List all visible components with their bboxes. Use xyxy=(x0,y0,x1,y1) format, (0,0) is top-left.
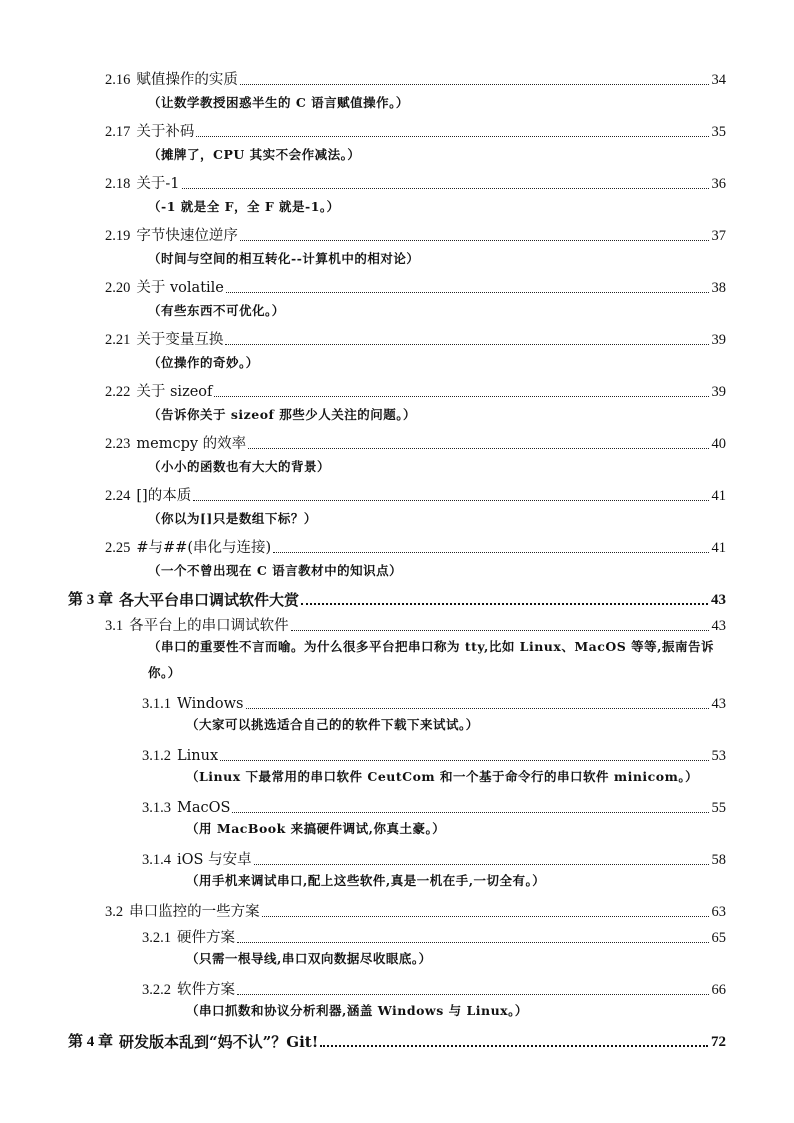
toc-description: （用 MacBook 来搞硬件调试,你真土豪。） xyxy=(186,821,446,836)
toc-entry[interactable] xyxy=(142,850,726,870)
toc-title: 关于 sizeof xyxy=(136,384,213,400)
toc-description: （时间与空间的相互转化--计算机中的相对论） xyxy=(148,251,420,266)
toc-number: 2.21 xyxy=(105,332,131,348)
toc-description: （位操作的奇妙。） xyxy=(148,355,259,370)
dot-leader xyxy=(232,812,708,813)
toc-description: （你以为[]只是数组下标？） xyxy=(148,511,317,526)
toc-description: （Linux 下最常用的串口软件 CeutCom 和一个基于命令行的串口软件 minicom。） xyxy=(186,769,699,784)
dot-leader xyxy=(193,500,708,501)
dot-leader xyxy=(254,864,709,865)
toc-title: Linux xyxy=(177,748,219,764)
dot-leader xyxy=(214,396,708,397)
dot-leader xyxy=(240,240,709,241)
toc-number: 第 4 章 xyxy=(68,1034,114,1050)
toc-number: 第 3 章 xyxy=(68,592,114,608)
toc-page-number: 37 xyxy=(711,228,726,244)
toc-page-number: 43 xyxy=(711,592,726,608)
dot-leader xyxy=(262,916,709,917)
toc-number: 2.17 xyxy=(105,124,131,140)
dot-leader xyxy=(246,708,709,709)
toc-entry[interactable] xyxy=(142,746,726,766)
toc-entry[interactable] xyxy=(142,980,726,1000)
toc-page-number: 55 xyxy=(711,800,726,816)
toc-page-number: 41 xyxy=(711,488,726,504)
toc-title: 字节快速位逆序 xyxy=(136,228,238,244)
toc-page-number: 39 xyxy=(711,332,726,348)
toc-title: 关于-1 xyxy=(136,176,180,192)
dot-leader xyxy=(320,1045,708,1047)
toc-entry[interactable] xyxy=(105,70,726,90)
dot-leader xyxy=(225,344,708,345)
toc-number: 3.1.3 xyxy=(142,800,171,816)
toc-entry[interactable] xyxy=(105,226,726,246)
dot-leader xyxy=(237,994,709,995)
toc-description: （大家可以挑选适合自己的的软件下载下来试试。） xyxy=(186,717,479,732)
toc-number: 3.1.2 xyxy=(142,748,171,764)
toc-page-number: 53 xyxy=(711,748,726,764)
toc-description: （用手机来调试串口,配上这些软件,真是一机在手,一切全有。） xyxy=(186,873,546,888)
dot-leader xyxy=(240,84,709,85)
dot-leader xyxy=(226,292,709,293)
toc-entry[interactable] xyxy=(105,122,726,142)
toc-description: （串口抓数和协议分析利器,涵盖 Windows 与 Linux。） xyxy=(186,1003,528,1018)
toc-title: 各平台上的串口调试软件 xyxy=(129,618,289,634)
toc-description: （-1 就是全 F，全 F 就是-1。） xyxy=(148,199,340,214)
toc-title: 赋值操作的实质 xyxy=(136,72,238,88)
toc-title: 关于 volatile xyxy=(136,280,224,296)
toc-number: 2.19 xyxy=(105,228,131,244)
toc-description: （只需一根导线,串口双向数据尽收眼底。） xyxy=(186,951,432,966)
toc-title: 串口监控的一些方案 xyxy=(129,904,260,920)
toc-title: memcpy 的效率 xyxy=(136,436,247,452)
toc-number: 2.24 xyxy=(105,488,131,504)
toc-entry[interactable] xyxy=(105,330,726,350)
toc-page-number: 40 xyxy=(711,436,726,452)
toc-number: 3.1 xyxy=(105,618,124,634)
dot-leader xyxy=(248,448,708,449)
toc-description: （告诉你关于 sizeof 那些少人关注的问题。） xyxy=(148,407,417,422)
toc-title: iOS 与安卓 xyxy=(177,852,252,868)
toc-entry[interactable] xyxy=(105,434,726,454)
toc-title: Windows xyxy=(177,696,244,712)
toc-title: 硬件方案 xyxy=(177,930,235,946)
toc-page-number: 66 xyxy=(711,982,726,998)
toc-title: 关于补码 xyxy=(136,124,195,140)
toc-description: （让数学教授困惑半生的 C 语言赋值操作。） xyxy=(148,95,409,110)
toc-page-number: 41 xyxy=(711,540,726,556)
toc-entry[interactable] xyxy=(105,174,726,194)
toc-page-number: 65 xyxy=(711,930,726,946)
toc-entry[interactable] xyxy=(142,928,726,948)
toc-page-number: 58 xyxy=(711,852,726,868)
toc-title: 研发版本乱到“妈不认”？Git! xyxy=(119,1033,319,1051)
toc-entry[interactable] xyxy=(105,902,726,922)
toc-number: 2.23 xyxy=(105,436,131,452)
toc-entry[interactable] xyxy=(105,382,726,402)
toc-description: （一个不曾出现在 C 语言教材中的知识点） xyxy=(148,563,403,578)
toc-title: #与##(串化与连接) xyxy=(136,540,272,556)
toc-number: 3.2 xyxy=(105,904,124,920)
toc-title: 各大平台串口调试软件大赏 xyxy=(119,591,300,609)
toc-page-number: 43 xyxy=(711,618,726,634)
dot-leader xyxy=(196,136,708,137)
toc-title: []的本质 xyxy=(136,488,192,504)
toc-entry[interactable] xyxy=(142,798,726,818)
toc-page-number: 43 xyxy=(711,696,726,712)
toc-number: 2.16 xyxy=(105,72,131,88)
toc-page-number: 38 xyxy=(711,280,726,296)
toc-number: 2.18 xyxy=(105,176,131,192)
toc-page-number: 36 xyxy=(711,176,726,192)
toc-page-number: 39 xyxy=(711,384,726,400)
toc-page-number: 35 xyxy=(711,124,726,140)
toc-description: （串口的重要性不言而喻。为什么很多平台把串口称为 tty,比如 Linux、MacOS 等等,振南告诉你。） xyxy=(148,639,715,680)
dot-leader xyxy=(220,760,708,761)
toc-chapter[interactable] xyxy=(68,590,726,610)
dot-leader xyxy=(182,188,709,189)
toc-entry[interactable] xyxy=(105,538,726,558)
toc-number: 3.2.1 xyxy=(142,930,171,946)
toc-entry[interactable] xyxy=(142,694,726,714)
toc-entry[interactable] xyxy=(105,486,726,506)
toc-title: 软件方案 xyxy=(177,982,235,998)
toc-number: 3.1.1 xyxy=(142,696,171,712)
dot-leader xyxy=(237,942,709,943)
toc-chapter[interactable] xyxy=(68,1032,726,1052)
dot-leader xyxy=(291,630,709,631)
toc-number: 2.22 xyxy=(105,384,131,400)
toc-number: 2.25 xyxy=(105,540,131,556)
toc-number: 3.2.2 xyxy=(142,982,171,998)
toc-page-number: 72 xyxy=(711,1034,726,1050)
toc-title: MacOS xyxy=(177,800,231,816)
toc-entry[interactable] xyxy=(105,278,726,298)
dot-leader xyxy=(301,603,708,605)
toc-description: （小小的函数也有大大的背景） xyxy=(148,459,331,474)
dot-leader xyxy=(273,552,708,553)
toc-title: 关于变量互换 xyxy=(136,332,224,348)
toc-entry[interactable] xyxy=(105,616,726,636)
toc-number: 3.1.4 xyxy=(142,852,171,868)
toc-description: （摊牌了，CPU 其实不会作减法。） xyxy=(148,147,361,162)
toc-page-number: 63 xyxy=(711,904,726,920)
toc-number: 2.20 xyxy=(105,280,131,296)
toc-description: （有些东西不可优化。） xyxy=(148,303,285,318)
toc-page-number: 34 xyxy=(711,72,726,88)
